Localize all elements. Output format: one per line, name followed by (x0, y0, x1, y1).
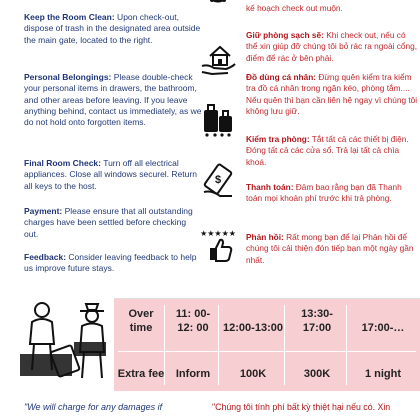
house-hand-icon (196, 36, 240, 80)
damage-notice-en: "We will charge for any damages if (24, 402, 163, 412)
feedback-label-vi: Phản hồi: (246, 232, 284, 242)
damage-notice-vi: "Chúng tôi tính phí bất kỳ thiệt hại nếu có. Xin (212, 402, 391, 412)
clean-text-en: Upon check-out, dispose of trash in the designated area outside the main gate, located to the right. (24, 12, 201, 45)
table-divider (218, 305, 219, 385)
feedback-section-en (24, 252, 202, 275)
payment-label-vi: Thanh toán: (246, 182, 294, 192)
rating-stars-icon (196, 224, 240, 268)
extra-fee-row-label: Extra fee (117, 368, 165, 380)
payment-text-vi: Đảm bao rằng bạn đã Thanh toán mọi khoản phí trước khi trả phòng. (246, 182, 402, 204)
final-check-section-vi (246, 134, 418, 168)
overtime-row-label: Over time (128, 308, 154, 334)
belongings-section-vi (246, 72, 418, 118)
final-check-label-en: Final Room Check: (24, 158, 101, 168)
fee-cell: Inform (175, 368, 211, 380)
payment-section-en (24, 206, 202, 240)
clean-section-en (24, 12, 202, 46)
feedback-section-vi (246, 232, 418, 266)
fee-cell: 100K (239, 368, 267, 380)
belongings-text-vi: Đừng quên kiểm tra kiểm tra đồ cá nhân trong ngăn kéo, phòng tắm.... Nếu quên thì bạn cần liên hệ ngay vì chúng tôi không lưu giữ. (246, 72, 418, 117)
clean-label-en: Keep the Room Clean: (24, 12, 115, 22)
svg-text:$: $ (214, 174, 222, 186)
table-row-divider (118, 351, 416, 352)
feedback-label-en: Feedback: (24, 252, 67, 262)
overtime-fee-table (114, 298, 420, 391)
feedback-text-en: Consider leaving feedback to help us improve future stays. (24, 252, 197, 274)
fee-cell: 300K (303, 368, 331, 380)
final-check-section-en (24, 158, 202, 192)
hand-money-icon (196, 158, 240, 202)
host-guests-illustration (14, 294, 110, 388)
payment-label-en: Payment: (24, 206, 63, 216)
time-cell: 17:00-… (361, 322, 405, 334)
table-divider (346, 305, 347, 385)
belongings-label-vi: Đồ dùng cá nhân: (246, 72, 317, 82)
broom-icon (196, 0, 240, 28)
final-check-label-vi: Kiểm tra phòng: (246, 134, 310, 144)
svg-text:★★★★★: ★★★★★ (200, 229, 236, 238)
payment-section-vi (246, 182, 418, 205)
clean-section-vi (246, 30, 418, 64)
feedback-text-vi: Rất mong bạn để lại Phản hồi để chúng tôi cải thiện đón tiếp bạn một ngày gần nhất. (246, 232, 414, 265)
final-check-text-vi: Tắt tất cả các thiết bị điện. Đóng tất cả các cửa sổ. Trả lại tất cả chìa khoá. (246, 134, 409, 167)
belongings-section-en (24, 72, 202, 128)
fee-cell: 1 night (364, 368, 402, 380)
time-cell: 11: 00-12: 00 (175, 308, 211, 334)
time-cell: 13:30-17:00 (301, 308, 333, 334)
luggage-icon (196, 96, 240, 140)
belongings-label-en: Personal Belongings: (24, 72, 112, 82)
payment-text-en: Please ensure that all outstanding charges have been settled before checking out. (24, 206, 193, 239)
top-partial-vi: kế hoạch check out muộn. (246, 3, 343, 13)
time-cell: 12:00-13:00 (223, 322, 283, 334)
clean-label-vi: Giữ phòng sạch sẽ: (246, 30, 324, 40)
clean-text-vi: Khi check out, nếu có thể xin giúp đỡ chúng tôi bỏ rác ra ngoài cổng, điểm để rác ở bên phải. (246, 30, 418, 63)
final-check-text-en: Turn off all electrical appliances. Close all windows securel. Return all keys to the host. (24, 158, 197, 191)
belongings-text-en: Please double-check your personal items in drawers, the bathroom, and other areas before leaving. If you leave anything behind, contact us immediately, as we do not hold onto forgotten items. (24, 72, 202, 128)
